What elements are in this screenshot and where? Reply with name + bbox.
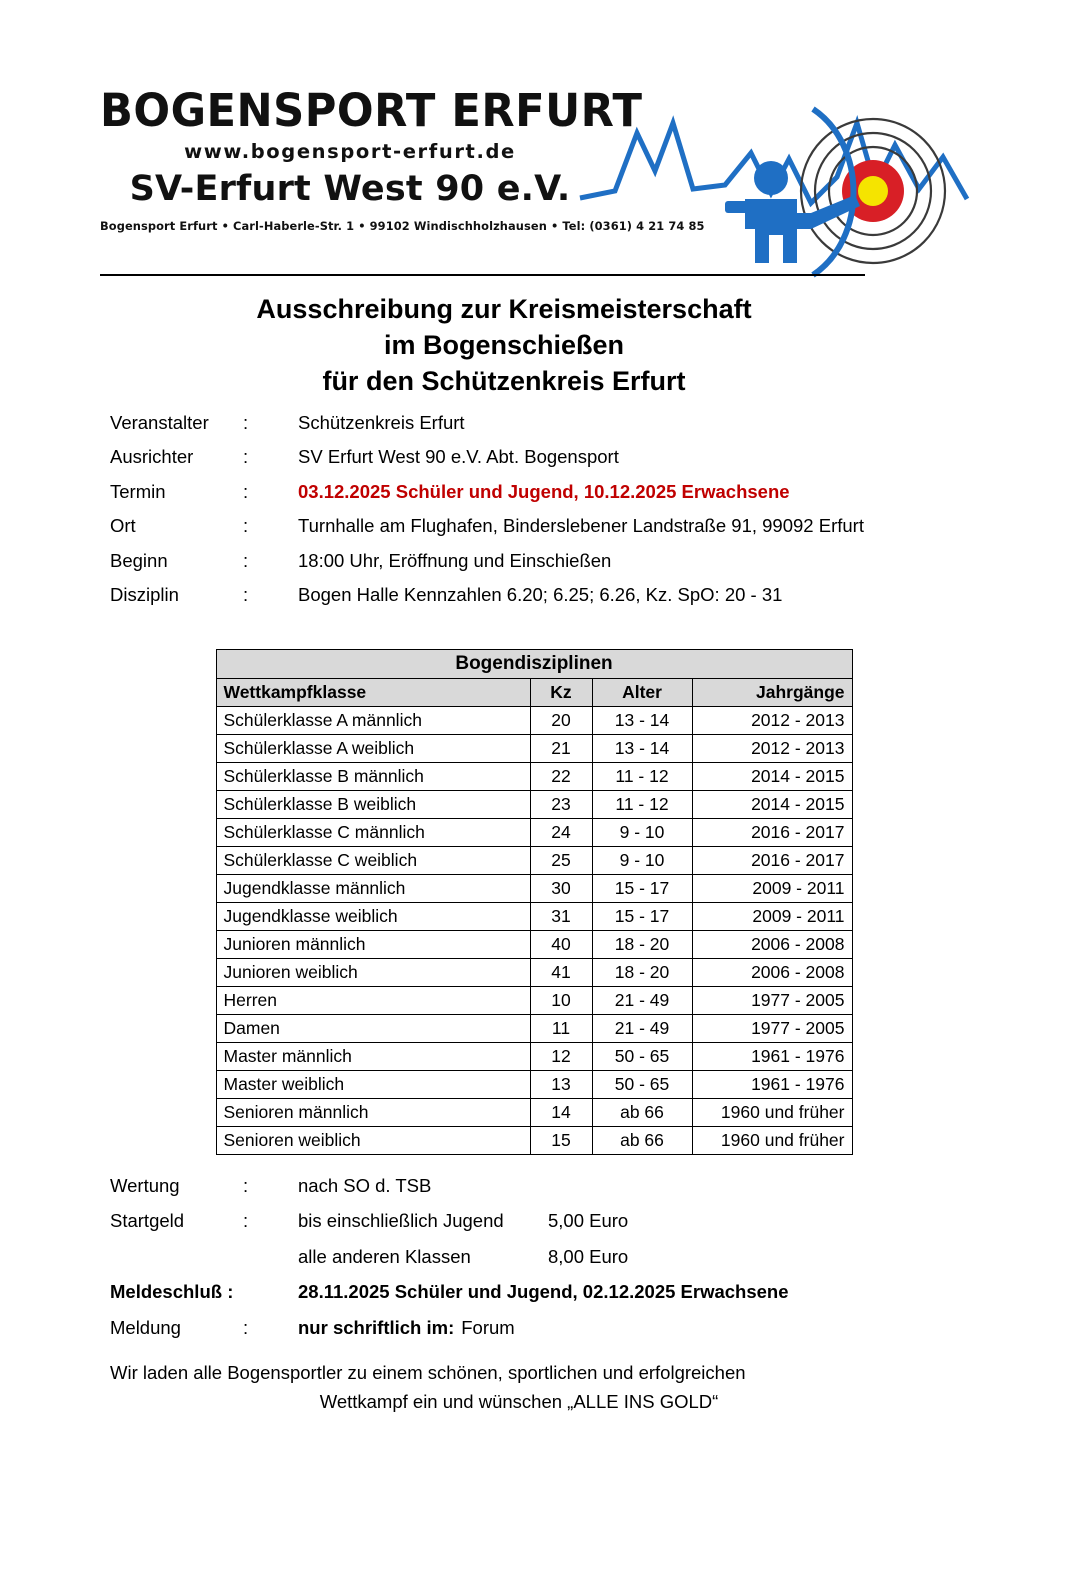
- meldung-label: Meldung: [110, 1316, 181, 1338]
- cell-jahrgaenge: 2012 - 2013: [692, 734, 852, 762]
- info-colon: :: [243, 515, 249, 537]
- cell-alter: 21 - 49: [592, 986, 692, 1014]
- startgeld-text-1: bis einschließlich Jugend: [298, 1210, 504, 1232]
- cell-alter: 9 - 10: [592, 818, 692, 846]
- registration-info-list: [0, 1174, 1068, 1338]
- table-row: [216, 902, 852, 930]
- meldeschluss-row: [110, 1283, 1068, 1302]
- cell-class: Master weiblich: [216, 1070, 530, 1098]
- cell-jahrgaenge: 1977 - 2005: [692, 986, 852, 1014]
- info-value: Turnhalle am Flughafen, Binderslebener Landstraße 91, 99092 Erfurt: [298, 515, 864, 537]
- wertung-label: Wertung: [110, 1174, 180, 1196]
- title-line-1: Ausschreibung zur Kreismeisterschaft: [256, 294, 752, 324]
- cell-kz: 10: [530, 986, 592, 1014]
- table-row: [216, 790, 852, 818]
- info-colon: :: [243, 480, 249, 502]
- cell-kz: 23: [530, 790, 592, 818]
- cell-alter: ab 66: [592, 1098, 692, 1126]
- cell-alter: 50 - 65: [592, 1070, 692, 1098]
- cell-jahrgaenge: 2012 - 2013: [692, 706, 852, 734]
- table-row: [216, 1098, 852, 1126]
- brand-website: www.bogensport-erfurt.de: [184, 140, 516, 163]
- cell-class: Schülerklasse B männlich: [216, 762, 530, 790]
- cell-class: Schülerklasse C männlich: [216, 818, 530, 846]
- info-label: Termin: [110, 480, 166, 502]
- cell-jahrgaenge: 2009 - 2011: [692, 902, 852, 930]
- table-caption: Bogendisziplinen: [216, 649, 852, 678]
- wertung-row: [110, 1174, 1068, 1196]
- meldung-value: [298, 1316, 1068, 1338]
- cell-class: Junioren weiblich: [216, 958, 530, 986]
- table-row: [216, 734, 852, 762]
- cell-kz: 25: [530, 846, 592, 874]
- cell-alter: 15 - 17: [592, 874, 692, 902]
- table-row: [216, 1014, 852, 1042]
- table-row: [216, 706, 852, 734]
- cell-jahrgaenge: 1977 - 2005: [692, 1014, 852, 1042]
- cell-class: Schülerklasse A männlich: [216, 706, 530, 734]
- cell-class: Junioren männlich: [216, 930, 530, 958]
- cell-class: Senioren männlich: [216, 1098, 530, 1126]
- startgeld-colon: :: [243, 1210, 249, 1232]
- info-label: Beginn: [110, 549, 168, 571]
- disciplines-table: [216, 649, 853, 1155]
- cell-jahrgaenge: 2009 - 2011: [692, 874, 852, 902]
- column-header-kz: Kz: [530, 678, 592, 706]
- cell-alter: 9 - 10: [592, 846, 692, 874]
- cell-jahrgaenge: 2016 - 2017: [692, 818, 852, 846]
- cell-class: Schülerklasse C weiblich: [216, 846, 530, 874]
- meldung-value-rest: Forum: [461, 1316, 515, 1338]
- wertung-colon: :: [243, 1174, 249, 1196]
- startgeld-value-2: [298, 1245, 1068, 1267]
- cell-jahrgaenge: 2014 - 2015: [692, 762, 852, 790]
- brand-club-name: SV-Erfurt West 90 e.V.: [129, 169, 571, 209]
- document-title: [0, 292, 1068, 400]
- column-header-alter: Alter: [592, 678, 692, 706]
- cell-alter: 18 - 20: [592, 930, 692, 958]
- table-row: [216, 986, 852, 1014]
- cell-class: Damen: [216, 1014, 530, 1042]
- title-line-3: für den Schützenkreis Erfurt: [322, 365, 686, 396]
- cell-kz: 22: [530, 762, 592, 790]
- startgeld-value-1: [298, 1212, 1068, 1231]
- cell-class: Master männlich: [216, 1042, 530, 1070]
- table-row: [216, 1126, 852, 1154]
- cell-class: Schülerklasse B weiblich: [216, 790, 530, 818]
- info-row: [110, 517, 1068, 536]
- letterhead: [0, 84, 1068, 278]
- table-row: [216, 762, 852, 790]
- cell-kz: 31: [530, 902, 592, 930]
- info-row: [110, 448, 1068, 467]
- info-colon: :: [243, 584, 249, 606]
- column-header-jahrgaenge: Jahrgänge: [692, 678, 852, 706]
- cell-class: Schülerklasse A weiblich: [216, 734, 530, 762]
- info-colon: :: [243, 446, 249, 468]
- cell-jahrgaenge: 1961 - 1976: [692, 1042, 852, 1070]
- table-row: [216, 1070, 852, 1098]
- cell-kz: 24: [530, 818, 592, 846]
- cell-alter: 11 - 12: [592, 790, 692, 818]
- event-info-list: [0, 411, 1068, 606]
- cell-alter: 15 - 17: [592, 902, 692, 930]
- cell-alter: 50 - 65: [592, 1042, 692, 1070]
- meldeschluss-label: Meldeschluß :: [110, 1281, 234, 1303]
- disciplines-table-wrapper: [216, 649, 853, 1155]
- startgeld-row-2: [110, 1245, 1068, 1267]
- cell-kz: 40: [530, 930, 592, 958]
- closing-message: [0, 1359, 1068, 1416]
- meldung-value-bold: nur schriftlich im:: [298, 1316, 455, 1338]
- table-row: [216, 846, 852, 874]
- table-caption-row: [216, 649, 852, 678]
- cell-kz: 41: [530, 958, 592, 986]
- archer-target-logo-icon: [575, 93, 975, 283]
- logo-text-block: [100, 84, 705, 233]
- meldung-colon: :: [243, 1316, 249, 1338]
- cell-kz: 15: [530, 1126, 592, 1154]
- info-label: Disziplin: [110, 584, 179, 606]
- wertung-value: nach SO d. TSB: [298, 1174, 432, 1196]
- brand-contact-line: Bogensport Erfurt • Carl-Haberle-Str. 1 • 99102 Windischholzhausen • Tel: (0361) 4 21 74 85: [100, 219, 705, 233]
- cell-alter: 21 - 49: [592, 1014, 692, 1042]
- document-page: [0, 84, 1068, 1586]
- closing-line-1: Wir laden alle Bogensportler zu einem schönen, sportlichen und erfolgreichen: [110, 1362, 746, 1384]
- meldung-row: [110, 1316, 1068, 1338]
- table-row: [216, 818, 852, 846]
- startgeld-amount-2: 8,00 Euro: [548, 1245, 629, 1267]
- info-label: Ort: [110, 515, 136, 537]
- startgeld-label: Startgeld: [110, 1210, 185, 1232]
- cell-kz: 13: [530, 1070, 592, 1098]
- table-row: [216, 930, 852, 958]
- info-value: SV Erfurt West 90 e.V. Abt. Bogensport: [298, 446, 619, 468]
- info-value: Bogen Halle Kennzahlen 6.20; 6.25; 6.26, Kz. SpO: 20 - 31: [298, 584, 783, 606]
- cell-kz: 21: [530, 734, 592, 762]
- column-header-class: Wettkampfklasse: [216, 678, 530, 706]
- table-row: [216, 1042, 852, 1070]
- cell-jahrgaenge: 1960 und früher: [692, 1126, 852, 1154]
- closing-line-2: Wettkampf ein und wünschen „ALLE INS GOLD“: [319, 1390, 719, 1412]
- table-row: [216, 958, 852, 986]
- brand-title: BOGENSPORT ERFURT: [100, 84, 643, 137]
- info-colon: :: [243, 549, 249, 571]
- cell-jahrgaenge: 1960 und früher: [692, 1098, 852, 1126]
- info-colon: :: [243, 411, 249, 433]
- cell-jahrgaenge: 1961 - 1976: [692, 1070, 852, 1098]
- info-value: Schützenkreis Erfurt: [298, 411, 465, 433]
- cell-kz: 30: [530, 874, 592, 902]
- cell-class: Herren: [216, 986, 530, 1014]
- cell-jahrgaenge: 2006 - 2008: [692, 958, 852, 986]
- cell-alter: ab 66: [592, 1126, 692, 1154]
- startgeld-row-1: [110, 1212, 1068, 1231]
- title-line-2: im Bogenschießen: [383, 329, 625, 360]
- startgeld-amount-1: 5,00 Euro: [548, 1210, 629, 1232]
- info-row: [110, 586, 1068, 605]
- info-label: Ausrichter: [110, 446, 194, 468]
- table-header-row: [216, 678, 852, 706]
- cell-class: Jugendklasse männlich: [216, 874, 530, 902]
- info-row: [110, 549, 1068, 571]
- header-divider: [100, 274, 865, 276]
- cell-class: Jugendklasse weiblich: [216, 902, 530, 930]
- cell-kz: 11: [530, 1014, 592, 1042]
- cell-class: Senioren weiblich: [216, 1126, 530, 1154]
- info-row: [110, 480, 1068, 502]
- info-row: [110, 411, 1068, 433]
- cell-jahrgaenge: 2006 - 2008: [692, 930, 852, 958]
- info-value: 18:00 Uhr, Eröffnung und Einschießen: [298, 549, 612, 571]
- cell-alter: 11 - 12: [592, 762, 692, 790]
- cell-kz: 14: [530, 1098, 592, 1126]
- info-label: Veranstalter: [110, 411, 209, 433]
- startgeld-text-2: alle anderen Klassen: [298, 1245, 471, 1267]
- table-row: [216, 874, 852, 902]
- cell-alter: 13 - 14: [592, 734, 692, 762]
- meldeschluss-value: 28.11.2025 Schüler und Jugend, 02.12.2025 Erwachsene: [298, 1281, 789, 1303]
- cell-kz: 12: [530, 1042, 592, 1070]
- cell-alter: 13 - 14: [592, 706, 692, 734]
- cell-jahrgaenge: 2014 - 2015: [692, 790, 852, 818]
- cell-kz: 20: [530, 706, 592, 734]
- cell-jahrgaenge: 2016 - 2017: [692, 846, 852, 874]
- info-value-termin: 03.12.2025 Schüler und Jugend, 10.12.2025 Erwachsene: [298, 480, 790, 502]
- cell-alter: 18 - 20: [592, 958, 692, 986]
